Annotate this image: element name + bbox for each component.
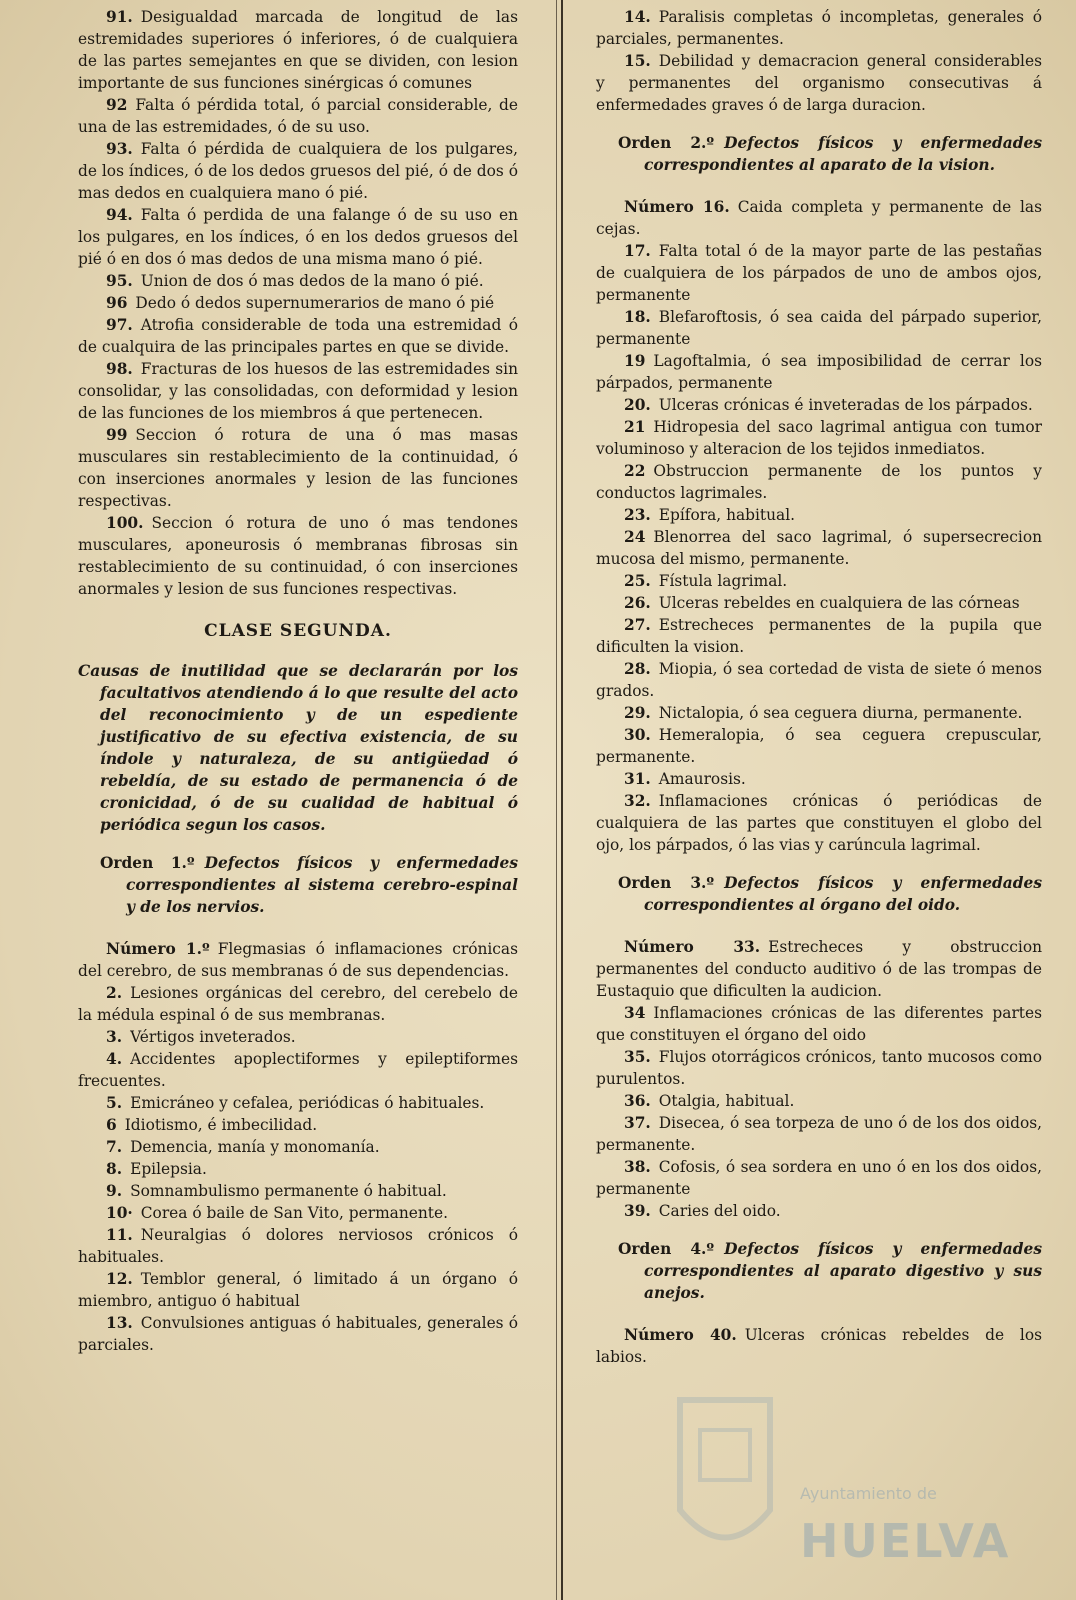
article-item — [596, 1112, 1042, 1156]
article-number: 22 — [624, 462, 646, 480]
article-text: Somnambulismo permanente ó habitual. — [130, 1182, 447, 1200]
article-item — [596, 6, 1042, 50]
orden-4-text: Defectos físicos y enfermedades correspondientes al aparato digestivo y sus anejos. — [644, 1240, 1042, 1302]
article-item — [78, 1048, 518, 1092]
article-item — [596, 196, 1042, 240]
article-number: 96 — [106, 294, 128, 312]
orden-3 — [596, 872, 1042, 916]
orden-2 — [596, 132, 1042, 176]
article-item — [78, 424, 518, 512]
article-item — [596, 702, 1042, 724]
article-item — [78, 1180, 518, 1202]
article-text: Falta ó pérdida total, ó parcial considerable, de una de las estremidades, ó de su uso. — [78, 96, 518, 136]
article-number: 19 — [624, 352, 646, 370]
article-text: Union de dos ó mas dedos de la mano ó pié. — [140, 272, 484, 290]
article-text: Estrecheces permanentes de la pupila que dificulten la vision. — [596, 616, 1042, 656]
article-text: Falta ó perdida de una falange ó de su uso en los pulgares, en los índices, ó en los dedos gruesos del pié ó en dos ó mas dedos de una misma mano ó pié. — [78, 206, 518, 268]
article-item — [78, 938, 518, 982]
article-text: Blefaroftosis, ó sea caida del párpado superior, permanente — [596, 308, 1042, 348]
article-number: 23. — [624, 506, 651, 524]
article-item — [596, 240, 1042, 306]
article-number: 38. — [624, 1158, 651, 1176]
article-text: Blenorrea del saco lagrimal, ó supersecrecion mucosa del mismo, permanente. — [596, 528, 1042, 568]
article-number: 97. — [106, 316, 133, 334]
article-text: Inflamaciones crónicas de las diferentes partes que constituyen el órgano del oido — [596, 1004, 1042, 1044]
article-item — [78, 292, 518, 314]
article-text: Seccion ó rotura de una ó mas masas musculares sin restablecimiento de la continuidad, ó con inserciones anormales y lesion de las funciones respectivas. — [78, 426, 518, 510]
orden-1 — [78, 852, 518, 918]
article-number: 95. — [106, 272, 133, 290]
article-number: Número 33. — [624, 938, 761, 956]
article-item — [78, 982, 518, 1026]
article-number: 8. — [106, 1160, 123, 1178]
orden-3-text: Defectos físicos y enfermedades correspondientes al órgano del oido. — [644, 874, 1042, 914]
article-number: 10· — [106, 1204, 133, 1222]
clase-heading: CLASE SEGUNDA. — [204, 621, 392, 641]
article-item — [596, 1200, 1042, 1222]
article-item — [78, 358, 518, 424]
article-number: 28. — [624, 660, 651, 678]
article-item — [596, 570, 1042, 592]
article-number: 6 — [106, 1116, 117, 1134]
article-number: 32. — [624, 792, 651, 810]
article-item — [596, 936, 1042, 1002]
article-text: Vértigos inveterados. — [130, 1028, 296, 1046]
article-number: 15. — [624, 52, 651, 70]
article-item — [78, 94, 518, 138]
article-text: Hemeralopia, ó sea ceguera crepuscular, permanente. — [596, 726, 1042, 766]
article-number: 100. — [106, 514, 144, 532]
article-item — [78, 138, 518, 204]
article-text: Demencia, manía y monomanía. — [130, 1138, 380, 1156]
article-text: Fracturas de los huesos de las estremidades sin consolidar, y las consolidadas, con deformidad y lesion de las funciones de los miembros á que pertenecen. — [78, 360, 518, 422]
article-text: Epilepsia. — [130, 1160, 207, 1178]
article-text: Convulsiones antiguas ó habituales, generales ó parciales. — [78, 1314, 518, 1354]
article-text: Atrofia considerable de toda una estremidad ó de cualquira de las principales partes en que se divide. — [78, 316, 518, 356]
article-text: Cofosis, ó sea sordera en uno ó en los dos oidos, permanente — [596, 1158, 1042, 1198]
article-item — [596, 1046, 1042, 1090]
article-number: 3. — [106, 1028, 123, 1046]
article-text: Caida completa y permanente de las cejas. — [596, 198, 1042, 238]
article-text: Inflamaciones crónicas ó periódicas de cualquiera de las partes que constituyen el globo del ojo, los párpados, ó las vias y carúncula lagrimal. — [596, 792, 1042, 854]
article-item — [78, 314, 518, 358]
left-items-list — [78, 6, 518, 600]
article-text: Emicráneo y cefalea, periódicas ó habituales. — [130, 1094, 485, 1112]
article-text: Seccion ó rotura de uno ó mas tendones musculares, aponeurosis ó membranas fibrosas sin restablecimiento de su continuidad, ó con inserciones anormales y lesion de sus funciones respectivas. — [78, 514, 518, 598]
column-divider-thin — [556, 0, 557, 1600]
article-text: Neuralgias ó dolores nerviosos crónicos ó habituales. — [78, 1226, 518, 1266]
watermark-small-text: Ayuntamiento de — [800, 1484, 937, 1503]
left-column — [78, 6, 518, 1356]
article-number: 5. — [106, 1094, 123, 1112]
right-items-list — [596, 6, 1042, 116]
article-text: Ulceras rebeldes en cualquiera de las córneas — [658, 594, 1020, 612]
digestivo-items-list — [596, 1324, 1042, 1368]
article-number: 94. — [106, 206, 133, 224]
article-number: 7. — [106, 1138, 123, 1156]
article-number: 21 — [624, 418, 646, 436]
article-number: 35. — [624, 1048, 651, 1066]
causas-paragraph: Causas de inutilidad que se declararán por los facultativos atendiendo á lo que resulte del acto del reconocimiento y de un espediente justificativo de su efectiva existencia, de su índole y naturaleza, de su antigüedad ó rebeldía, de su estado de permanencia ó de cronicidad, ó de su cualidad de habitual ó periódica segun los casos. — [78, 662, 518, 834]
article-text: Amaurosis. — [658, 770, 746, 788]
article-item — [596, 1324, 1042, 1368]
article-item — [596, 768, 1042, 790]
article-number: 99 — [106, 426, 128, 444]
article-text: Hidropesia del saco lagrimal antigua con tumor voluminoso y alteracion de los tejidos inmediatos. — [596, 418, 1042, 458]
article-item — [596, 394, 1042, 416]
article-item — [596, 724, 1042, 768]
article-number: 24 — [624, 528, 646, 546]
article-item — [78, 1092, 518, 1114]
article-item — [78, 6, 518, 94]
article-text: Lagoftalmia, ó sea imposibilidad de cerrar los párpados, permanente — [596, 352, 1042, 392]
article-number: 20. — [624, 396, 651, 414]
watermark-big-text: HUELVA — [800, 1514, 1011, 1568]
article-number: 30. — [624, 726, 651, 744]
article-number: 37. — [624, 1114, 651, 1132]
article-text: Debilidad y demacracion general considerables y permanentes del organismo consecutivas á enfermedades graves ó de larga duracion. — [596, 52, 1042, 114]
article-text: Corea ó baile de San Vito, permanente. — [140, 1204, 448, 1222]
article-number: 98. — [106, 360, 133, 378]
article-item — [596, 614, 1042, 658]
article-item — [78, 1224, 518, 1268]
article-text: Flujos otorrágicos crónicos, tanto mucosos como purulentos. — [596, 1048, 1042, 1088]
article-item — [596, 460, 1042, 504]
article-text: Miopia, ó sea cortedad de vista de siete ó menos grados. — [596, 660, 1042, 700]
article-item — [596, 350, 1042, 394]
orden-1-label: Orden 1.º — [100, 854, 195, 872]
article-item — [596, 592, 1042, 614]
orden-2-text: Defectos físicos y enfermedades correspondientes al aparato de la vision. — [644, 134, 1042, 174]
orden-1-text: Defectos físicos y enfermedades correspondientes al sistema cerebro-espinal y de los nervios. — [126, 854, 518, 916]
article-number: 39. — [624, 1202, 651, 1220]
article-text: Nictalopia, ó sea ceguera diurna, permanente. — [658, 704, 1023, 722]
article-number: 27. — [624, 616, 651, 634]
article-item — [596, 50, 1042, 116]
article-text: Accidentes apoplectiformes y epileptiformes frecuentes. — [78, 1050, 518, 1090]
article-number: 17. — [624, 242, 651, 260]
article-text: Desigualdad marcada de longitud de las estremidades superiores ó inferiores, ó de cualquiera de las partes semejantes en que se dividen, con lesion importante de sus funciones sinérgicas ó comunes — [78, 8, 518, 92]
article-number: Número 40. — [624, 1326, 737, 1344]
orden-4-label: Orden 4.º — [618, 1240, 715, 1258]
article-number: Número 16. — [624, 198, 730, 216]
article-text: Fístula lagrimal. — [658, 572, 788, 590]
orden-3-label: Orden 3.º — [618, 874, 715, 892]
article-item — [78, 1026, 518, 1048]
article-number: 13. — [106, 1314, 133, 1332]
article-number: 11. — [106, 1226, 133, 1244]
article-item — [78, 204, 518, 270]
article-text: Dedo ó dedos supernumerarios de mano ó pié — [135, 294, 495, 312]
article-text: Falta ó pérdida de cualquiera de los pulgares, de los índices, ó de los dedos gruesos del pié, ó de dos ó mas dedos en cualquiera mano ó pié. — [78, 140, 518, 202]
article-item — [78, 1268, 518, 1312]
article-number: 93. — [106, 140, 133, 158]
article-text: Lesiones orgánicas del cerebro, del cerebelo de la médula espinal ó de sus membranas. — [78, 984, 518, 1024]
article-text: Ulceras crónicas rebeldes de los labios. — [596, 1326, 1042, 1366]
article-text: Falta total ó de la mayor parte de las pestañas de cualquiera de los párpados de uno de ambos ojos, permanente — [596, 242, 1042, 304]
article-item — [78, 1202, 518, 1224]
article-item — [596, 1090, 1042, 1112]
orden-2-label: Orden 2.º — [618, 134, 715, 152]
article-text: Epífora, habitual. — [658, 506, 796, 524]
article-item — [596, 790, 1042, 856]
article-number: 36. — [624, 1092, 651, 1110]
article-item — [78, 1312, 518, 1356]
article-text: Disecea, ó sea torpeza de uno ó de los dos oidos, permanente. — [596, 1114, 1042, 1154]
article-item — [596, 416, 1042, 460]
article-text: Paralisis completas ó incompletas, generales ó parciales, permanentes. — [596, 8, 1042, 48]
article-item — [596, 526, 1042, 570]
article-text: Ulceras crónicas é inveteradas de los párpados. — [658, 396, 1033, 414]
article-number: 26. — [624, 594, 651, 612]
article-number: 18. — [624, 308, 651, 326]
article-text: Flegmasias ó inflamaciones crónicas del cerebro, de sus membranas ó de sus dependencias. — [78, 940, 518, 980]
article-text: Temblor general, ó limitado á un órgano ó miembro, antiguo ó habitual — [78, 1270, 518, 1310]
article-number: 14. — [624, 8, 651, 26]
article-item — [596, 658, 1042, 702]
article-number: 31. — [624, 770, 651, 788]
article-text: Caries del oido. — [658, 1202, 781, 1220]
article-text: Idiotismo, é imbecilidad. — [124, 1116, 318, 1134]
orden-4 — [596, 1238, 1042, 1304]
article-number: 25. — [624, 572, 651, 590]
article-number: 92 — [106, 96, 128, 114]
article-text: Otalgia, habitual. — [658, 1092, 795, 1110]
article-item — [596, 504, 1042, 526]
article-number: 2. — [106, 984, 123, 1002]
article-item — [78, 270, 518, 292]
article-number: Número 1.º — [106, 940, 210, 958]
article-number: 4. — [106, 1050, 123, 1068]
article-text: Estrecheces y obstruccion permanentes del conducto auditivo ó de las trompas de Eustaquio que dificulten la audicion. — [596, 938, 1043, 1000]
article-item — [78, 1158, 518, 1180]
article-number: 9. — [106, 1182, 123, 1200]
article-number: 91. — [106, 8, 133, 26]
oido-items-list — [596, 936, 1042, 1222]
column-divider — [561, 0, 563, 1600]
article-item — [78, 1136, 518, 1158]
article-item — [78, 512, 518, 600]
article-item — [78, 1114, 518, 1136]
right-column — [596, 6, 1042, 1368]
article-item — [596, 1156, 1042, 1200]
article-number: 12. — [106, 1270, 133, 1288]
left-numero-list — [78, 938, 518, 1356]
article-number: 29. — [624, 704, 651, 722]
vision-items-list — [596, 196, 1042, 856]
article-text: Obstruccion permanente de los puntos y conductos lagrimales. — [596, 462, 1042, 502]
article-number: 34 — [624, 1004, 646, 1022]
article-item — [596, 306, 1042, 350]
article-item — [596, 1002, 1042, 1046]
